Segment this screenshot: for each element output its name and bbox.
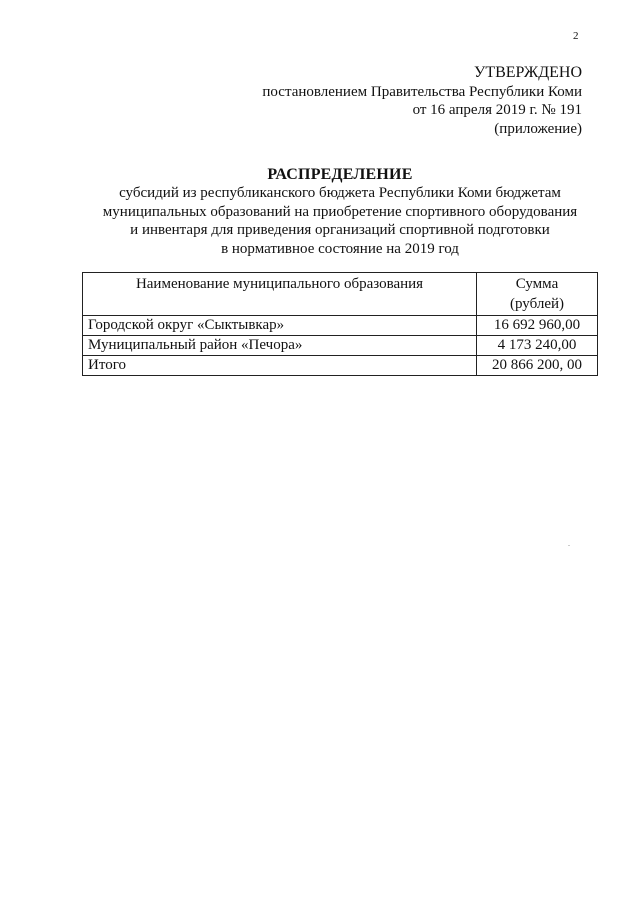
table-header-row [83, 273, 598, 316]
column-header-name: Наименование муниципального образования [83, 273, 477, 316]
approval-title: УТВЕРЖДЕНО [473, 64, 582, 81]
page-number: 2 [573, 30, 579, 42]
column-header-sum [477, 273, 598, 316]
row-sum-cell: 4 173 240,00 [477, 336, 598, 356]
document-title: РАСПРЕДЕЛЕНИЕ [267, 166, 413, 183]
total-name-cell: Итого [83, 356, 477, 376]
row-name-cell: Городской округ «Сыктывкар» [83, 316, 477, 336]
table-row [83, 316, 598, 336]
approval-decree-line: постановлением Правительства Республики Коми [262, 83, 582, 100]
table-row [83, 336, 598, 356]
table-total-row [83, 356, 598, 376]
heading-line: и инвентаря для приведения организаций спортивной подготовки [130, 222, 550, 239]
distribution-table [82, 272, 598, 376]
heading-line: субсидий из республиканского бюджета Республики Коми бюджетам [119, 185, 561, 202]
scan-speck [568, 545, 570, 546]
document-heading [80, 166, 600, 258]
approval-date-line: от 16 апреля 2019 г. № 191 [412, 102, 582, 119]
approval-block [262, 64, 582, 138]
heading-line: в нормативное состояние на 2019 год [221, 240, 459, 257]
total-sum-cell: 20 866 200, 00 [477, 356, 598, 376]
row-name-cell: Муниципальный район «Печора» [83, 336, 477, 356]
row-sum-cell: 16 692 960,00 [477, 316, 598, 336]
approval-appendix-line: (приложение) [494, 120, 582, 137]
heading-line: муниципальных образований на приобретение спортивного оборудования [102, 203, 578, 220]
column-header-sum-label: Сумма [515, 276, 559, 292]
column-header-sum-unit: (рублей) [509, 296, 565, 312]
